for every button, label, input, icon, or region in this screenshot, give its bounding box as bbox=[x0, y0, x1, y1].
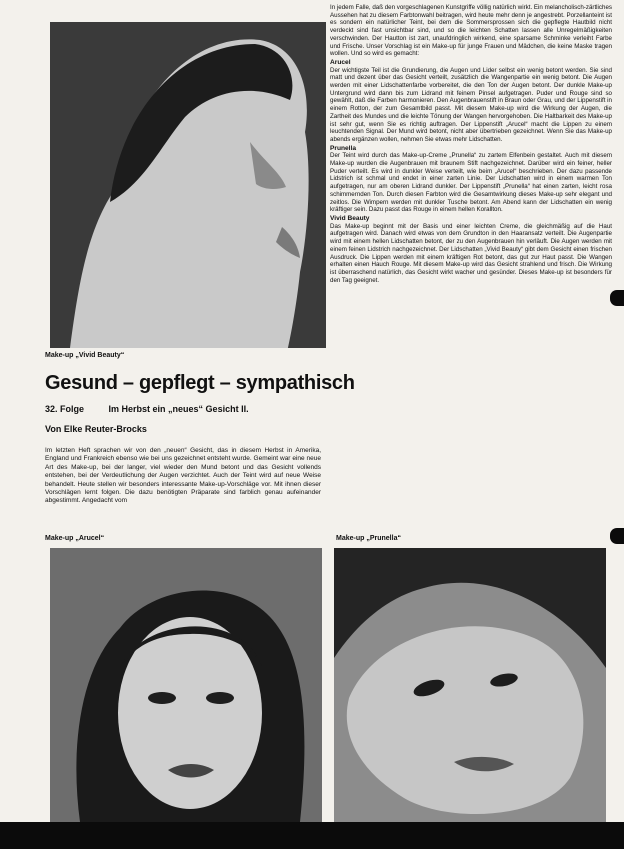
portrait-frontal bbox=[50, 548, 322, 822]
series-title: Im Herbst ein „neues“ Gesicht II. bbox=[108, 404, 249, 414]
right-column-paragraph: Der Teint wird durch das Make-up-Creme „Prunella“ zu zartem Elfenbein gestaltet. Auch mit diesem Make-up wurden die Augenbrauen mit braunem Stift nachgezeichnet. Darüber wird ein feiner, heller Puder verteilt. Es wird in dunkler Weise verteilt, wie beim „Arucel“ beschrieben. Der dazu passende Lidstrich ist schmal und endet in einer zarten Linie. Der Lidschatten wird in einem warmen Ton aufgetragen, nur am oberen Lidrand dunkler. Der Lippenstift „Prunella“ hat einen zarten, leicht rosa schimmernden Ton. Durch diesen Farbton wird die Gesamtwirkung dieses Make-up sehr elegant und zeitlos. Die Wimpern werden mit dunkler Tusche betont. Am Abend kann der Lidschatten ein wenig kräftiger sein. Dazu passt das Rouge in einem hellen Korallton. bbox=[330, 152, 612, 214]
author-byline: Von Elke Reuter-Brocks bbox=[45, 424, 147, 434]
intro-paragraph: Im letzten Heft sprachen wir von den „neuen“ Gesicht, das in diesem Herbst in Amerika, England und Frankreich ebenso wie bei uns gezeichnet entsteht wurde. Gemeint war eine neue Art des Make-up, bei der langer, viel wieder den Mund betont und das Gesicht vollends entstehen, bei der Verdeutlichung der Augen verzichtet. Auch der Teint wird auf neue Weise behandelt. Heute stellen wir besonders interessante Make-up-Vorschläge vor. Mit ihnen dieser Vorschlägen lernt folgen. Die dazu benötigten Präparate sind farblich genau aufeinander abgestimmt. Angedacht vom bbox=[45, 447, 321, 505]
series-line bbox=[45, 404, 271, 414]
right-column-paragraph: In jedem Falle, daß den vorgeschlagenen Kunstgriffe völlig natürlich wirkt. Ein melancholisch-zärtliches Aussehen hat zu diesem Farbtonwahl beitragen, wird heute mehr denn je angestrebt. Porzellanteint ist es sondern ein natürlicher Teint, bei dem die Sommersprossen sich die gepflegte Hautbild nicht verdeckt sind fast unsichtbar sind, und so die leichten Schatten lassen alle Unregelmäßigkeiten verschwinden. Der Hautton ist zart, unaufdringlich wirkend, eine sparsame Schminke verleiht Farbe und Frische. Unser Vorschlag ist ein Make-up für junge Frauen und Mädchen, die keine Maske tragen wollen. Und so wird es gemacht: bbox=[330, 4, 612, 58]
section-heading-arucel: Arucel bbox=[330, 58, 351, 66]
caption-prunella: Make-up „Prunella“ bbox=[336, 535, 401, 542]
portrait-tilted bbox=[334, 548, 606, 822]
right-column-paragraph: Der wichtigste Teil ist die Grundierung, die Augen und Lider selbst ein wenig betont werden. Sie sind matt und dezent über das Gesicht verteilt, zusätzlich die Wangenpartie ein wenig betont. Die Augen werden mit einer Lidschattenfarbe vorbereitet, die den Ton der Augen betont. Der dunkle Make-up Untergrund wird dann bis zum Lidrand mit feinem Pinsel aufgetragen. Puder und Rouge sind so gewählt, daß die Farben harmonieren. Den Augenbrauenstift in Braun oder Grau, und der Lippenstift in einem Rotton, der zum Gesamtbild passt. Mit diesem Make-up wird die Wirkung der Augen, die Zartheit des Mundes und die leichte Tönung der Wangen hervorgehoben. Die Haltbarkeit des Make-up ist sehr gut, wenn Sie es richtig auftragen. Der Lippenstift „Arucel“ macht die Lippen zu einem leuchtenden Signal. Der Mund wird betont, nicht aber übertrieben gezeichnet. Wenn Sie das Make-up abends ergänzen wollen, nehmen Sie etwas mehr Lidschatten. bbox=[330, 66, 612, 143]
page-edge-tab bbox=[610, 290, 624, 306]
caption-arucel: Make-up „Arucel“ bbox=[45, 535, 105, 542]
right-column-paragraph: Das Make-up beginnt mit der Basis und einer leichten Creme, die gleichmäßig auf die Haut aufgetragen wird. Danach wird etwas von dem Grundton in den Haaransatz verteilt. Die Augenpartie wird mit einem hellen Lidschatten betont, der zu den Augenbrauen hin verläuft. Die Augen werden mit einem feinen Lidstrich nachgezeichnet. Der Lidschatten „Vivid Beauty“ gibt dem Gesicht einen frischen Ausdruck. Die Lippen werden mit einem kräftigen Rot betont, das gut zur Haut passt. Die Wangen erhalten einen Hauch Rouge. Mit diesem Make-up wird das Gesicht strahlend und frisch. Die Wirkung ist überraschend natürlich, das Gesicht wirkt wacher und gesünder. Dieses Make-up ist besonders für den Tag geeignet. bbox=[330, 222, 612, 284]
photo-vivid-beauty bbox=[50, 22, 326, 348]
series-number: 32. Folge bbox=[45, 404, 85, 414]
portrait-profile bbox=[50, 22, 326, 348]
section-heading-vivid-beauty: Vivid Beauty bbox=[330, 214, 370, 222]
photo-arucel bbox=[50, 548, 322, 822]
article-headline: Gesund – gepflegt – sympathisch bbox=[45, 372, 355, 394]
photo-prunella bbox=[334, 548, 606, 822]
page-edge-tab bbox=[610, 528, 624, 544]
section-heading-prunella: Prunella bbox=[330, 144, 357, 152]
bottom-edge-bar bbox=[0, 822, 624, 849]
right-column bbox=[330, 4, 612, 526]
caption-vivid-beauty: Make-up „Vivid Beauty“ bbox=[45, 352, 125, 359]
